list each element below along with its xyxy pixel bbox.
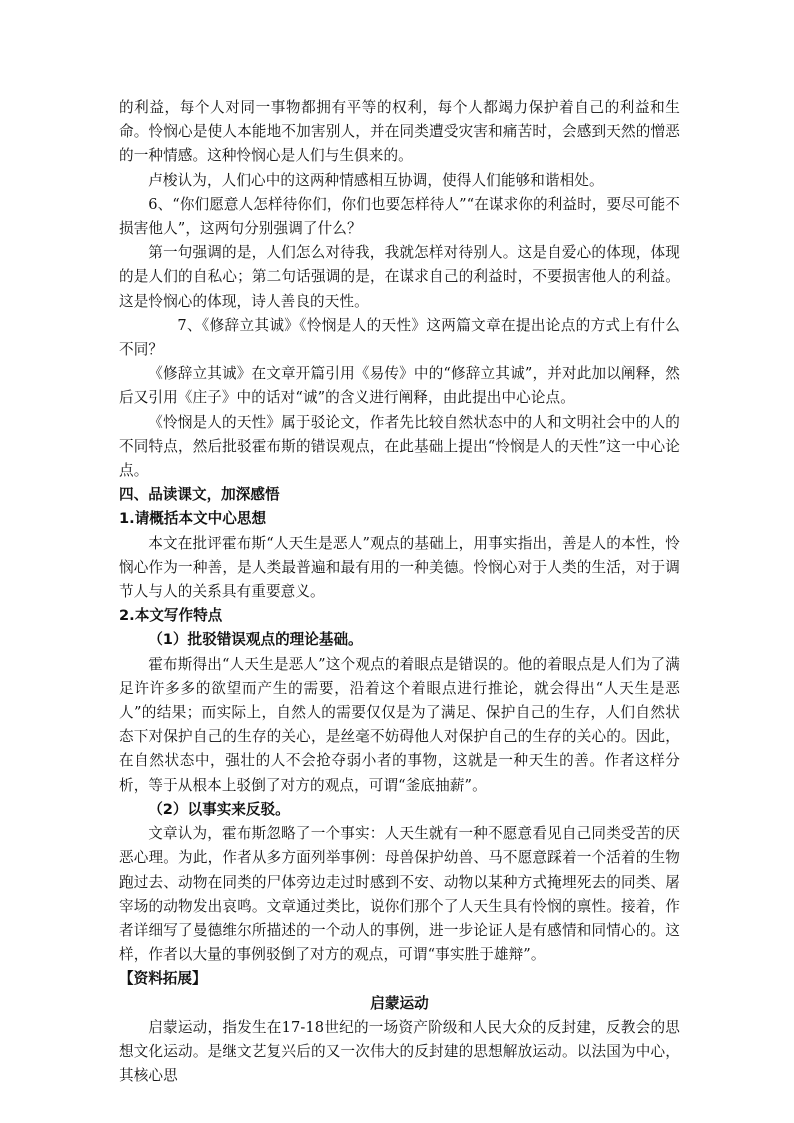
resource-title: 启蒙运动 (370, 994, 429, 1012)
answer-6: 第一句强调的是，人们怎么对待我，我就怎样对待别人。这是自爱心的体现，体现的是人们的自私心；第二句话强调的是，在谋求自己的利益时，不要损害他人的利益。这是怜悯心的体现，诗人善良的天性。 (119, 244, 680, 310)
subheading-central-idea: 1.请概括本文中心思想 (119, 510, 267, 528)
point-1-heading: （1）批驳错误观点的理论基础。 (148, 631, 363, 649)
subheading-writing-features: 2.本文写作特点 (119, 607, 223, 625)
central-idea-text: 本文在批评霍布斯“人天生是恶人”观点的基础上，用事实指出，善是人的本性，怜悯心作为一种善，是人类最普遍和最有用的一种美德。怜悯心对于人类的生活，对于调节人与人的关系具有重要意义。 (119, 534, 680, 601)
paragraph-rousseau: 卢梭认为，人们心中的这两种情感相互协调，使得人们能够和谐相处。 (148, 171, 604, 189)
point-1-text: 霍布斯得出“人天生是恶人”这个观点的着眼点是错误的。他的着眼点是人们为了满足许许多多的欲望而产生的需要，沿着这个着眼点进行推论，就会得出“人天生是恶人”的结果；而实际上，自然人的需要仅仅是为了满足、保护自己的生存，人们自然状态下对保护自己的生存的关心，是丝毫不妨碍他人对保护自己的生存的关心的。因此，在自然状态中，强壮的人不会抢夺弱小者的事物，这就是一种天生的善。作者这样分析，等于从根本上驳倒了对方的观点，可谓“釜底抽薪”。 (119, 655, 680, 794)
answer-7-part1: 《修辞立其诚》在文章开篇引用《易传》中的“修辞立其诚”，并对此加以阐释，然后又引用《庄子》中的话对“诚”的含义进行阐释，由此提出中心论点。 (119, 365, 680, 407)
point-2-text: 文章认为，霍布斯忽略了一个事实：人天生就有一种不愿意看见自己同类受苦的厌恶心理。为此，作者从多方面列举事例：母兽保护幼兽、马不愿意踩着一个活着的生物跑过去、动物在同类的尸体旁边走过时感到不安、动物以某种方式掩埋死去的同类、屠宰场的动物发出哀鸣。文章通过类比，说你们那个了人天生具有怜悯的禀性。接着，作者详细写了曼德维尔所描述的一个动人的事例，进一步论证人是有感情和同情心的。这样，作者以大量的事例驳倒了对方的观点，可谓“事实胜于雄辩”。 (119, 825, 680, 964)
section-heading-4: 四、品读课文，加深感悟 (119, 486, 280, 504)
question-6: 6、“你们愿意人怎样待你们，你们也要怎样待人”“在谋求你的利益时，要尽可能不损害他人”，这两句分别强调了什么？ (119, 195, 680, 238)
point-2-heading: （2）以事实来反驳。 (148, 800, 290, 818)
resource-text: 启蒙运动，指发生在17-18世纪的一场资产阶级和人民大众的反封建，反教会的思想文化运动。是继文艺复兴后的又一次伟大的反封建的思想解放运动。以法国为中心，其核心思 (119, 1018, 680, 1085)
resource-heading: 【资料拓展】 (119, 970, 207, 988)
paragraph-continuation: 的利益，每个人对同一事物都拥有平等的权利，每个人都竭力保护着自己的利益和生命。怜悯心是使人本能地不加害别人，并在同类遭受灾害和痛苦时，会感到天然的憎恶的一种情感。这种怜悯心是人们与生俱来的。 (119, 99, 680, 165)
answer-7-part2: 《怜悯是人的天性》属于驳论文，作者先比较自然状态中的人和文明社会中的人的不同特点，然后批驳霍布斯的错误观点，在此基础上提出“怜悯是人的天性”这一中心论点。 (119, 413, 680, 480)
question-7: 7、《修辞立其诚》《怜悯是人的天性》这两篇文章在提出论点的方式上有什么不同？ (119, 316, 680, 359)
